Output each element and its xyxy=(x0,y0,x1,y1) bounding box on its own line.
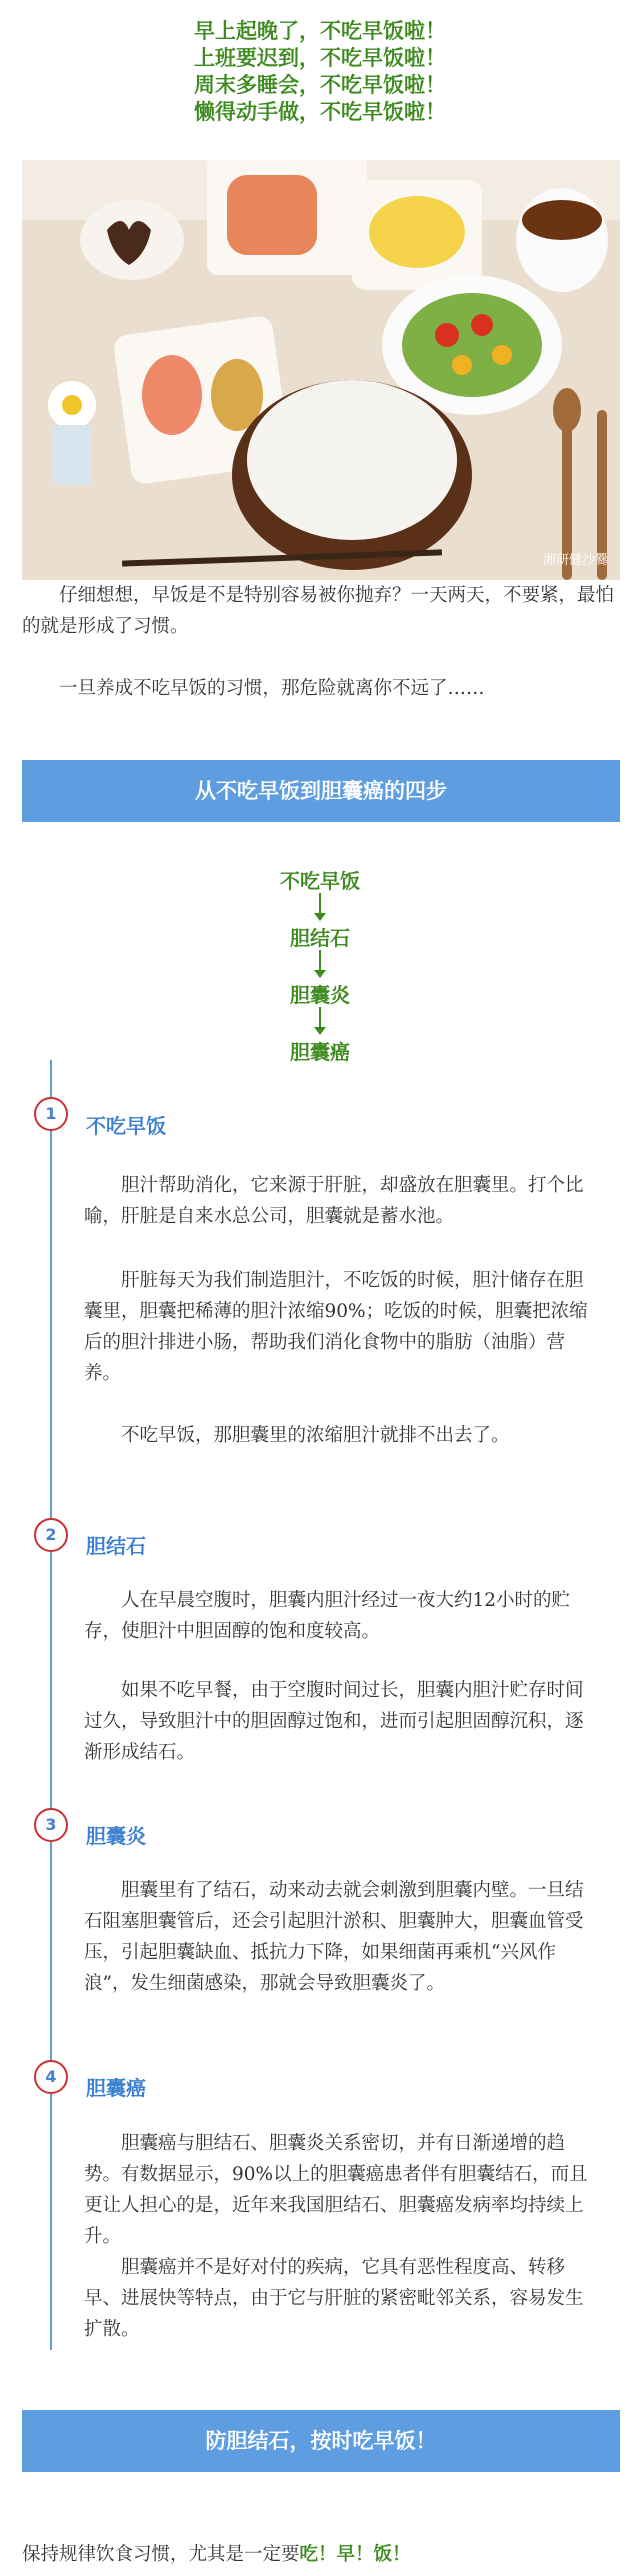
intro-lines xyxy=(0,0,640,126)
step-number-badge: 3 xyxy=(34,1808,68,1842)
flow-step xyxy=(0,865,640,894)
section-paragraph: 胆囊里有了结石，动来动去就会刺激到胆囊内壁。一旦结石阻塞胆囊管后，还会引起胆汁淤积、胆囊肿大，胆囊血管受压，引起胆囊缺血、抵抗力下降，如果细菌再乘机“兴风作浪”，发生细菌感染，那就会导致胆囊炎了。 xyxy=(84,1880,584,1994)
section-title: 胆囊炎 xyxy=(86,1824,146,1848)
intro-line: 周末多睡会，不吃早饭啦！ xyxy=(194,73,446,97)
section-paragraph: 人在早晨空腹时，胆囊内胆汁经过一夜大约12小时的贮存，使胆汁中胆固醇的饱和度较高。 xyxy=(84,1590,571,1642)
intro-line: 早上起晚了，不吃早饭啦！ xyxy=(194,19,446,43)
section-paragraph: 如果不吃早餐，由于空腹时间过长，胆囊内胆汁贮存时间过久，导致胆汁中的胆固醇过饱和，进而引起胆固醇沉积，逐渐形成结石。 xyxy=(84,1680,584,1763)
flow-step-label: 胆囊炎 xyxy=(290,983,350,1007)
breakfast-illustration xyxy=(22,160,620,580)
intro-line: 上班要迟到，不吃早饭啦！ xyxy=(194,46,446,70)
section-paragraph: 不吃早饭，那胆囊里的浓缩胆汁就排不出去了。 xyxy=(121,1425,510,1446)
flow-arrow xyxy=(319,1007,321,1029)
final-highlight: 吃！早！饭！ xyxy=(299,2544,411,2565)
section-banner: 从不吃早饭到胆囊癌的四步 xyxy=(22,760,620,822)
section-paragraph: 胆囊癌与胆结石、胆囊炎关系密切，并有日渐递增的趋势。有数据显示，90%以上的胆囊癌患者伴有胆囊结石，而且更让人担心的是，近年来我国胆结石、胆囊癌发病率均持续上升。 xyxy=(84,2133,588,2247)
breakfast-photo xyxy=(22,160,620,580)
paragraph: 一旦养成不吃早饭的习惯，那危险就离你不远了…… xyxy=(59,678,485,699)
paragraph: 仔细想想，早饭是不是特别容易被你抛弃？一天两天，不要紧，最怕的就是形成了习惯。 xyxy=(22,585,615,637)
watermark-text: 湘研健沙爨 xyxy=(542,553,608,568)
final-line xyxy=(22,2540,622,2566)
section-title: 胆囊癌 xyxy=(86,2076,146,2100)
flow-arrow xyxy=(319,893,321,915)
section-paragraph: 肝脏每天为我们制造胆汁，不吃饭的时候，胆汁储存在胆囊里，胆囊把稀薄的胆汁浓缩90%；吃饭的时候，胆囊把浓缩后的胆汁排进小肠，帮助我们消化食物中的脂肪（油脂）营养。 xyxy=(84,1270,588,1384)
intro-line: 懒得动手做，不吃早饭啦！ xyxy=(194,100,446,124)
flow-step xyxy=(0,1036,640,1065)
flow-step xyxy=(0,979,640,1008)
step-number-badge: 2 xyxy=(34,1518,68,1552)
step-number-badge: 4 xyxy=(34,2060,68,2094)
flow-step-label: 胆结石 xyxy=(290,926,350,950)
flow-step-label: 胆囊癌 xyxy=(290,1040,350,1064)
section-paragraph: 胆汁帮助消化，它来源于肝脏，却盛放在胆囊里。打个比喻，肝脏是自来水总公司，胆囊就是蓄水池。 xyxy=(84,1175,584,1227)
flow-step xyxy=(0,922,640,951)
final-text: 保持规律饮食习惯，尤其是一定要 xyxy=(22,2544,300,2565)
flow-arrow xyxy=(319,950,321,972)
step-number-badge: 1 xyxy=(34,1097,68,1131)
flow-step-label: 不吃早饭 xyxy=(280,869,360,893)
section-title: 不吃早饭 xyxy=(86,1114,166,1138)
section-title: 胆结石 xyxy=(86,1534,146,1558)
section-banner: 防胆结石，按时吃早饭！ xyxy=(22,2410,620,2472)
section-paragraph: 胆囊癌并不是好对付的疾病，它具有恶性程度高、转移早、进展快等特点，由于它与肝脏的紧密毗邻关系，容易发生扩散。 xyxy=(84,2257,584,2340)
timeline-line xyxy=(50,1060,52,2350)
